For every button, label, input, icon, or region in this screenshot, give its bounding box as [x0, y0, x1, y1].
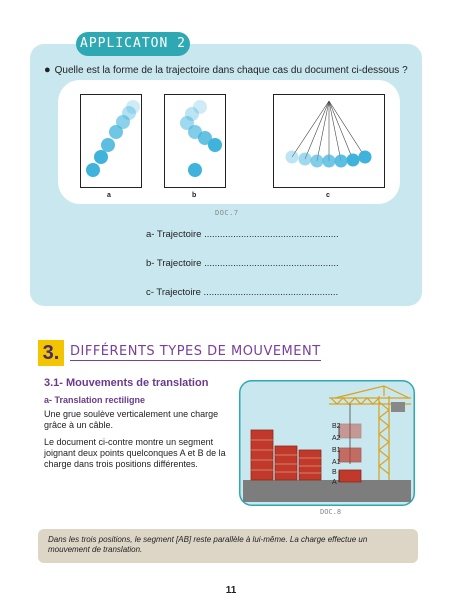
figure-a-label: a — [107, 192, 111, 199]
figure-b — [164, 94, 226, 188]
label-a2: A2 — [332, 435, 341, 442]
trajectory-c: c- Trajectoire ................................................... — [146, 287, 339, 298]
label-b2: B2 — [332, 423, 341, 430]
figure-a-drawing — [81, 95, 141, 187]
label-b: B — [332, 469, 337, 476]
figure-a — [80, 94, 142, 188]
question-text: Quelle est la forme de la trajectoire dans chaque cas du document ci-dessous ? — [54, 65, 408, 76]
doc8-label: DOC.8 — [320, 508, 342, 516]
crane-figure — [239, 380, 415, 506]
question — [44, 64, 408, 76]
page-number: 11 — [225, 585, 237, 596]
figure-b-label: b — [192, 192, 197, 199]
crane-drawing — [239, 380, 415, 506]
doc7-label: DOC.7 — [215, 209, 239, 217]
figure-b-drawing — [165, 95, 225, 187]
bullet-icon: ● — [44, 64, 51, 76]
trajectory-a: a- Trajectoire ................................................... — [146, 229, 339, 240]
sub-a-title: a- Translation rectiligne — [44, 395, 146, 405]
label-b1: B1 — [332, 447, 341, 454]
paragraph-1: Une grue soulève verticalement une charge grâce à un câble. — [44, 409, 219, 430]
label-a: A — [332, 479, 337, 486]
paragraph-2: Le document ci-contre montre un segment joignant deux points quelconques A et B de la charge dans trois positions différentes. — [44, 437, 226, 469]
trajectory-b: b- Trajectoire ................................................... — [146, 258, 339, 269]
label-a1: A1 — [332, 459, 341, 466]
figure-c — [273, 94, 385, 188]
figure-c-drawing — [274, 95, 384, 187]
note-text: Dans les trois positions, le segment [AB] reste parallèle à lui-même. La charge effectue un mouvement de translation. — [48, 535, 368, 554]
subsection-title: 3.1- Mouvements de translation — [44, 377, 209, 389]
section-number: 3. — [38, 340, 64, 366]
section-title: DIFFÉRENTS TYPES DE MOUVEMENT — [70, 344, 321, 359]
application-tab: APPLICATON 2 — [76, 32, 190, 56]
figure-c-label: c — [326, 192, 330, 199]
